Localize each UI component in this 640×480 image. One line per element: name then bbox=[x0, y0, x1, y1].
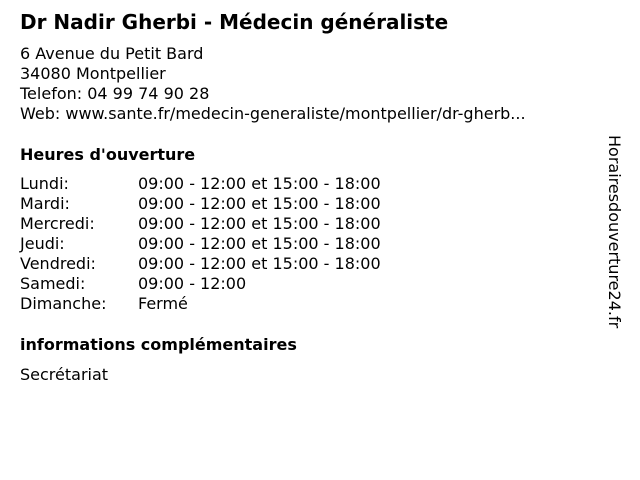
hours-day: Lundi: bbox=[20, 174, 69, 193]
hours-row-friday bbox=[20, 254, 381, 274]
page-title: Dr Nadir Gherbi - Médecin généraliste bbox=[20, 10, 449, 34]
hours-time: Fermé bbox=[138, 294, 188, 313]
hours-time: 09:00 - 12:00 et 15:00 - 18:00 bbox=[138, 194, 381, 213]
hours-time: 09:00 - 12:00 bbox=[138, 274, 247, 293]
hours-day: Mardi: bbox=[20, 194, 70, 213]
hours-day: Samedi: bbox=[20, 274, 86, 293]
hours-table bbox=[20, 174, 381, 314]
hours-row-tuesday bbox=[20, 194, 381, 214]
hours-day: Mercredi: bbox=[20, 214, 95, 233]
hours-row-sunday bbox=[20, 294, 381, 314]
hours-row-wednesday bbox=[20, 214, 381, 234]
address-block bbox=[20, 44, 526, 124]
hours-time: 09:00 - 12:00 et 15:00 - 18:00 bbox=[138, 214, 381, 233]
info-heading: informations complémentaires bbox=[20, 335, 297, 354]
hours-heading: Heures d'ouverture bbox=[20, 145, 196, 164]
hours-day: Dimanche: bbox=[20, 294, 107, 313]
info-text: Secrétariat bbox=[20, 365, 109, 384]
city: 34080 Montpellier bbox=[20, 64, 166, 83]
street-address: 6 Avenue du Petit Bard bbox=[20, 44, 204, 63]
phone-number: Telefon: 04 99 74 90 28 bbox=[20, 84, 210, 103]
hours-day: Vendredi: bbox=[20, 254, 96, 273]
site-watermark: Horairesdouverture24.fr bbox=[605, 135, 624, 329]
hours-row-saturday bbox=[20, 274, 381, 294]
hours-row-thursday bbox=[20, 234, 381, 254]
hours-time: 09:00 - 12:00 et 15:00 - 18:00 bbox=[138, 174, 381, 193]
hours-day: Jeudi: bbox=[20, 234, 65, 253]
hours-time: 09:00 - 12:00 et 15:00 - 18:00 bbox=[138, 254, 381, 273]
hours-time: 09:00 - 12:00 et 15:00 - 18:00 bbox=[138, 234, 381, 253]
website-link: Web: www.sante.fr/medecin-generaliste/montpellier/dr-gherb... bbox=[20, 104, 526, 123]
hours-row-monday bbox=[20, 174, 381, 194]
